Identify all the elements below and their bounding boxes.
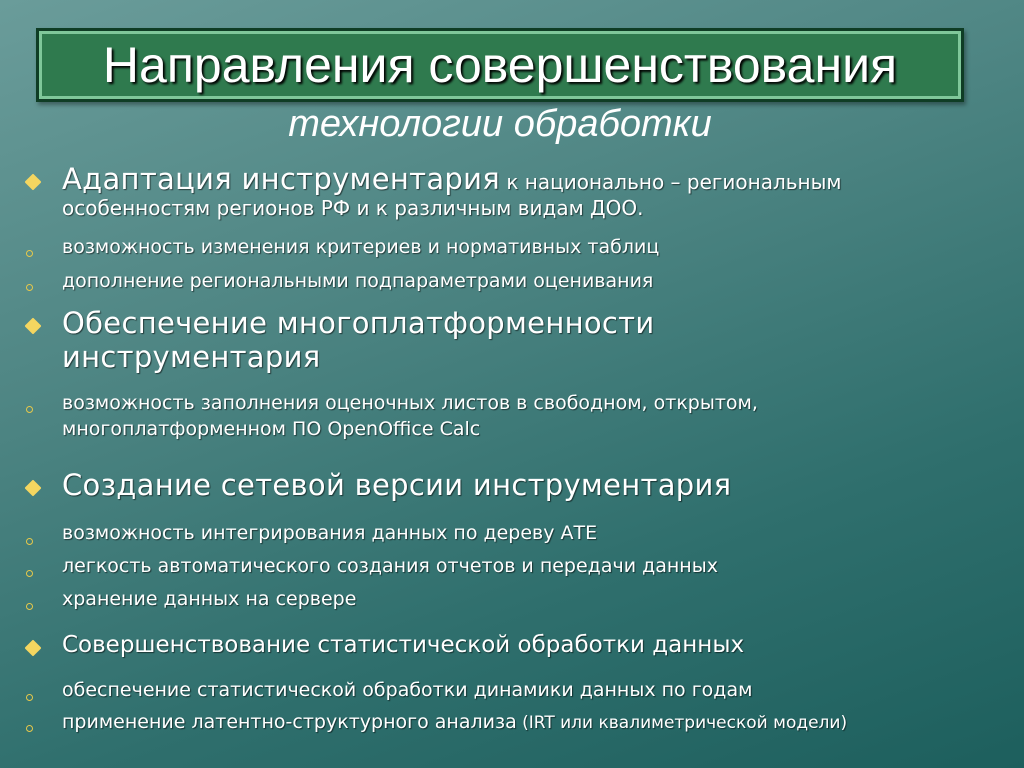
list-item: возможность заполнения оценочных листов в свободном, открытом, многоплатформенном ПО OpenOffice Calc: [62, 392, 758, 440]
list-item: возможность изменения критериев и нормативных таблиц: [62, 236, 660, 258]
diamond-bullet-icon: [25, 174, 42, 191]
list-item: обеспечение статистической обработки динамики данных по годам: [62, 679, 753, 701]
section-heading-text: Адаптация инструментария: [62, 162, 500, 196]
title-box: [36, 28, 964, 102]
ring-bullet-icon: [26, 603, 33, 610]
list-item-last: [62, 709, 994, 736]
list-item: легкость автоматического создания отчетов и передачи данных: [62, 555, 718, 577]
ring-bullet-icon: [26, 570, 33, 577]
list-item: хранение данных на сервере: [62, 588, 357, 610]
section-3-heading: Создание сетевой версии инструментария: [62, 468, 732, 502]
ring-bullet-icon: [26, 250, 33, 257]
list-item-tail: (IRT или квалиметрической модели): [516, 713, 848, 733]
section-4-heading: Совершенствование статистической обработки данных: [62, 632, 745, 658]
diamond-bullet-icon: [25, 318, 42, 335]
slide-title: Направления совершенствования: [102, 37, 898, 93]
ring-bullet-icon: [26, 694, 33, 701]
ring-bullet-icon: [26, 725, 33, 732]
section-heading-tail: к национально – региональным особенностям регионов РФ и к различным видам ДОО.: [62, 170, 842, 220]
ring-bullet-icon: [26, 284, 33, 291]
list-item-text: применение латентно-структурного анализа: [62, 711, 517, 733]
section-2-heading: Обеспечение многоплатформенности инструментария: [62, 306, 655, 374]
ring-bullet-icon: [26, 406, 33, 413]
slide-subtitle: технологии обработки: [288, 103, 712, 145]
list-item: дополнение региональными подпараметрами оценивания: [62, 270, 654, 292]
diamond-bullet-icon: [25, 640, 42, 657]
ring-bullet-icon: [26, 538, 33, 545]
list-item: возможность интегрирования данных по дереву АТЕ: [62, 522, 598, 544]
diamond-bullet-icon: [25, 480, 42, 497]
section-1-heading: [62, 162, 994, 220]
